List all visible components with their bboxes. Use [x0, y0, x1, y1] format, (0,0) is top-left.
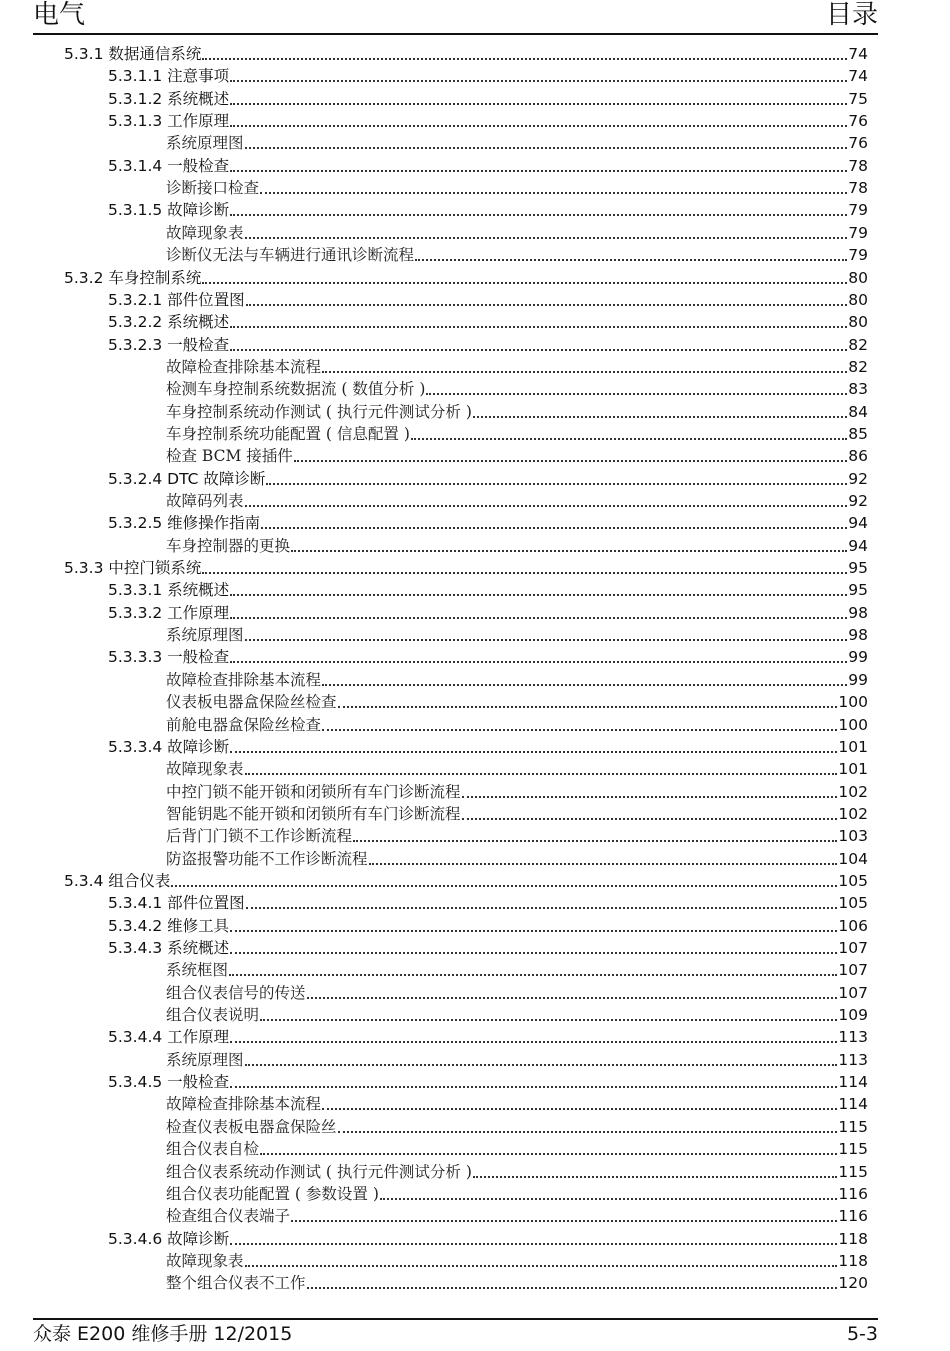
- toc-entry-label: 5.3.2 车身控制系统: [64, 268, 202, 287]
- toc-dot-leader: [322, 726, 837, 731]
- toc-entry-page: 107: [838, 983, 868, 1002]
- toc-dot-leader: [230, 1083, 837, 1088]
- toc-entry-label: 组合仪表功能配置 ( 参数设置 ): [166, 1184, 379, 1203]
- toc-entry-label: 故障现象表: [166, 760, 244, 779]
- toc-entry-label: 故障检查排除基本流程: [166, 1095, 322, 1114]
- toc-dot-leader: [266, 480, 847, 485]
- page-header: [33, 0, 878, 34]
- toc-dot-leader: [245, 770, 838, 775]
- toc-entry[interactable]: [108, 288, 868, 310]
- toc-dot-leader: [415, 256, 847, 261]
- toc-entry[interactable]: [166, 377, 868, 399]
- toc-entry-page: 101: [838, 737, 868, 756]
- toc-dot-leader: [307, 1284, 838, 1289]
- toc-dot-leader: [369, 860, 838, 865]
- toc-dot-leader: [294, 457, 848, 462]
- toc-entry[interactable]: [166, 534, 868, 556]
- toc-dot-leader: [230, 77, 847, 82]
- toc-dot-leader: [260, 1016, 837, 1021]
- toc-entry-page: 114: [838, 1095, 868, 1114]
- toc-entry-page: 80: [848, 268, 868, 287]
- toc-entry-page: 94: [848, 514, 868, 533]
- toc-dot-leader: [261, 524, 847, 529]
- toc-dot-leader: [246, 904, 838, 909]
- toc-dot-leader: [291, 1217, 837, 1222]
- toc-entry-label: 5.3.2.5 维修操作指南: [108, 514, 261, 533]
- toc-entry-label: 组合仪表信号的传送: [166, 983, 306, 1002]
- toc-dot-leader: [462, 815, 838, 820]
- toc-entry-label: 故障检查排除基本流程: [166, 670, 322, 689]
- toc-entry-page: 98: [848, 626, 868, 645]
- toc-dot-leader: [229, 971, 837, 976]
- toc-entry-label: 故障检查排除基本流程: [166, 357, 322, 376]
- toc-entry-label: 故障码列表: [166, 492, 244, 510]
- toc-dot-leader: [246, 301, 848, 306]
- toc-entry-label: 组合仪表系统动作测试 ( 执行元件测试分析 ): [166, 1162, 472, 1181]
- toc-entry-page: 79: [848, 246, 868, 265]
- toc-dot-leader: [230, 1240, 837, 1245]
- toc-entry-label: 5.3.4.3 系统概述: [108, 939, 230, 957]
- toc-dot-leader: [230, 346, 847, 351]
- toc-entry[interactable]: [166, 1271, 868, 1293]
- toc-dot-leader: [230, 591, 847, 596]
- toc-dot-leader: [230, 100, 847, 105]
- toc-entry-label: 检查 BCM 接插件: [166, 447, 293, 466]
- toc-entry[interactable]: [166, 1137, 868, 1159]
- footer-manual-title: 众泰 E200 维修手册 12/2015: [33, 1323, 293, 1345]
- toc-entry-label: 5.3.3 中控门锁系统: [64, 559, 202, 578]
- toc-entry-page: 80: [848, 313, 868, 332]
- toc-entry[interactable]: [166, 422, 868, 444]
- toc-entry[interactable]: [166, 1048, 868, 1070]
- toc-entry[interactable]: [166, 221, 868, 243]
- toc-entry-label: 系统原理图: [166, 1050, 244, 1069]
- toc-entry-label: 5.3.4.4 工作原理: [108, 1028, 230, 1047]
- toc-entry-page: 82: [848, 357, 868, 376]
- toc-dot-leader: [473, 1173, 838, 1178]
- toc-entry-page: 114: [838, 1073, 868, 1092]
- toc-entry[interactable]: [108, 511, 868, 533]
- toc-entry[interactable]: [108, 198, 868, 220]
- toc-dot-leader: [202, 279, 847, 284]
- toc-entry-page: 82: [848, 335, 868, 354]
- toc-entry[interactable]: [166, 444, 868, 466]
- toc-dot-leader: [353, 837, 837, 842]
- toc-dot-leader: [230, 1038, 837, 1043]
- toc-entry-label: 组合仪表自检: [166, 1140, 260, 1159]
- toc-entry-page: 85: [848, 424, 868, 443]
- toc-entry-page: 106: [838, 916, 868, 935]
- toc-dot-leader: [171, 882, 837, 887]
- toc-dot-leader: [260, 1150, 837, 1155]
- header-toc-title: 目录: [825, 0, 878, 30]
- toc-dot-leader: [260, 189, 847, 194]
- toc-dot-leader: [230, 658, 847, 663]
- toc-entry-page: 113: [838, 1028, 868, 1047]
- toc-entry-page: 107: [838, 961, 868, 980]
- toc-dot-leader: [230, 927, 837, 932]
- toc-entry[interactable]: [166, 1092, 868, 1114]
- toc-dot-leader: [307, 994, 838, 999]
- toc-entry-label: 5.3.1.3 工作原理: [108, 112, 230, 131]
- toc-entry-label: 智能钥匙不能开锁和闭锁所有车门诊断流程: [166, 804, 461, 823]
- footer-rule: [33, 1318, 878, 1320]
- toc-dot-leader: [322, 1105, 837, 1110]
- toc-entry-label: 车身控制器的更换: [166, 536, 291, 555]
- toc-entry-page: 115: [838, 1162, 868, 1181]
- toc-dot-leader: [462, 793, 838, 798]
- toc-entry-page: 107: [838, 939, 868, 957]
- toc-entry-label: 检查组合仪表端子: [166, 1207, 291, 1226]
- toc-entry[interactable]: [108, 1070, 868, 1092]
- footer-page-number: 5-3: [846, 1323, 878, 1345]
- toc-entry[interactable]: [108, 87, 868, 109]
- toc-entry-label: 整个组合仪表不工作: [166, 1274, 306, 1293]
- toc-entry-page: 102: [838, 804, 868, 823]
- toc-entry[interactable]: [166, 1003, 868, 1025]
- toc-entry-label: 系统框图: [166, 961, 229, 980]
- toc-entry[interactable]: [166, 958, 868, 980]
- toc-dot-leader: [338, 703, 838, 708]
- header-section-title: 电气: [33, 0, 86, 30]
- toc-dot-leader: [230, 167, 847, 172]
- toc-entry-label: 防盗报警功能不工作诊断流程: [166, 849, 368, 868]
- toc-dot-leader: [411, 435, 847, 440]
- toc-entry-page: 102: [838, 782, 868, 801]
- toc-entry[interactable]: [108, 310, 868, 332]
- toc-dot-leader: [230, 211, 847, 216]
- toc-entry-label: 仪表板电器盒保险丝检查: [166, 693, 337, 712]
- toc-entry-label: 故障现象表: [166, 223, 244, 242]
- toc-entry[interactable]: [166, 780, 868, 802]
- toc-entry-page: 105: [838, 871, 868, 890]
- toc-entry-page: 92: [848, 492, 868, 510]
- toc-entry-page: 76: [848, 112, 868, 131]
- toc-dot-leader: [245, 234, 848, 239]
- toc-entry-page: 95: [848, 559, 868, 578]
- toc-entry[interactable]: [166, 713, 868, 735]
- toc-dot-leader: [245, 1061, 838, 1066]
- toc-dot-leader: [230, 748, 837, 753]
- toc-dot-leader: [322, 681, 847, 686]
- toc-entry-label: 车身控制系统动作测试 ( 执行元件测试分析 ): [166, 402, 472, 421]
- toc-dot-leader: [473, 413, 847, 418]
- toc-entry-page: 98: [848, 603, 868, 622]
- toc-dot-leader: [426, 390, 847, 395]
- toc-entry-page: 115: [838, 1117, 868, 1136]
- toc-entry[interactable]: [166, 489, 868, 511]
- toc-entry[interactable]: [166, 131, 868, 153]
- toc-entry-label: 5.3.3.2 工作原理: [108, 603, 230, 622]
- toc-entry-page: 80: [848, 290, 868, 309]
- toc-dot-leader: [245, 144, 848, 149]
- toc-entry-page: 74: [848, 67, 868, 86]
- toc-entry-label: 5.3.3.1 系统概述: [108, 581, 230, 600]
- toc-entry[interactable]: [64, 556, 868, 578]
- toc-entry[interactable]: [166, 400, 868, 422]
- toc-entry[interactable]: [166, 1115, 868, 1137]
- toc-entry-page: 99: [848, 670, 868, 689]
- toc-entry-page: 86: [848, 447, 868, 466]
- toc-entry[interactable]: [166, 981, 868, 1003]
- toc-entry-label: 后背门门锁不工作诊断流程: [166, 827, 353, 846]
- toc-entry[interactable]: [166, 802, 868, 824]
- toc-entry-page: 100: [838, 715, 868, 734]
- toc-entry[interactable]: [166, 355, 868, 377]
- toc-entry-page: 113: [838, 1050, 868, 1069]
- toc-entry[interactable]: [108, 64, 868, 86]
- toc-entry-label: 5.3.3.3 一般检查: [108, 648, 230, 667]
- toc-entry-page: 103: [838, 827, 868, 846]
- toc-entry-label: 诊断接口检查: [166, 179, 260, 198]
- toc-entry-label: 系统原理图: [166, 134, 244, 153]
- toc-entry-label: 5.3.1 数据通信系统: [64, 45, 202, 63]
- toc-dot-leader: [230, 323, 847, 328]
- toc-entry[interactable]: [108, 645, 868, 667]
- toc-dot-leader: [245, 1262, 838, 1267]
- toc-entry[interactable]: [166, 668, 868, 690]
- toc-entry[interactable]: [108, 936, 868, 958]
- toc-dot-leader: [322, 368, 847, 373]
- toc-entry[interactable]: [166, 1182, 868, 1204]
- toc-entry-label: 5.3.4.2 维修工具: [108, 916, 230, 935]
- toc-entry[interactable]: [108, 601, 868, 623]
- toc-entry-label: 5.3.4.1 部件位置图: [108, 894, 245, 913]
- toc-dot-leader: [245, 502, 848, 507]
- toc-entry-page: 84: [848, 402, 868, 421]
- toc-entry-label: 5.3.3.4 故障诊断: [108, 737, 230, 756]
- toc-entry[interactable]: [166, 243, 868, 265]
- toc-entry-page: 104: [838, 849, 868, 868]
- toc-entry[interactable]: [108, 1227, 868, 1249]
- toc-entry-page: 83: [848, 380, 868, 399]
- toc-entry[interactable]: [166, 1249, 868, 1271]
- toc-entry-page: 75: [848, 89, 868, 108]
- toc-entry-label: 5.3.2.2 系统概述: [108, 313, 230, 332]
- toc-entry[interactable]: [166, 623, 868, 645]
- toc-entry-label: 中控门锁不能开锁和闭锁所有车门诊断流程: [166, 782, 461, 801]
- toc-dot-leader: [291, 547, 847, 552]
- toc-dot-leader: [202, 55, 847, 60]
- toc-entry-label: 诊断仪无法与车辆进行通讯诊断流程: [166, 246, 415, 265]
- toc-entry[interactable]: [108, 154, 868, 176]
- toc-entry-page: 99: [848, 648, 868, 667]
- toc-entry[interactable]: [108, 333, 868, 355]
- toc-entry[interactable]: [166, 176, 868, 198]
- toc-entry[interactable]: [64, 869, 868, 891]
- toc-entry-label: 检查仪表板电器盒保险丝: [166, 1117, 337, 1136]
- toc-entry-label: 检测车身控制系统数据流 ( 数值分析 ): [166, 380, 426, 399]
- toc-entry-label: 5.3.2.1 部件位置图: [108, 290, 245, 309]
- toc-dot-leader: [245, 636, 848, 641]
- toc-entry-label: 5.3.4.6 故障诊断: [108, 1229, 230, 1248]
- toc-entry[interactable]: [64, 266, 868, 288]
- toc-entry-page: 76: [848, 134, 868, 153]
- toc-entry-label: 5.3.1.4 一般检查: [108, 156, 230, 175]
- toc-entry-page: 118: [838, 1251, 868, 1270]
- toc-entry-label: 5.3.1.1 注意事项: [108, 67, 230, 86]
- toc-entry-page: 116: [838, 1184, 868, 1203]
- toc-entry-page: 105: [838, 894, 868, 913]
- toc-entry[interactable]: [166, 690, 868, 712]
- toc-entry[interactable]: [166, 847, 868, 869]
- toc-entry-label: 5.3.1.2 系统概述: [108, 89, 230, 108]
- toc-entry[interactable]: [108, 1025, 868, 1047]
- toc-dot-leader: [230, 614, 847, 619]
- toc-entry-page: 118: [838, 1229, 868, 1248]
- toc-entry-label: 车身控制系统功能配置 ( 信息配置 ): [166, 424, 410, 443]
- toc-entry-page: 101: [838, 760, 868, 779]
- toc-entry-page: 109: [838, 1006, 868, 1025]
- toc-dot-leader: [202, 569, 847, 574]
- toc-entry-page: 116: [838, 1207, 868, 1226]
- toc-entry-page: 79: [848, 201, 868, 220]
- toc-entry-page: 78: [848, 179, 868, 198]
- toc-entry[interactable]: [166, 824, 868, 846]
- header-rule: [33, 33, 878, 35]
- toc-entry-page: 94: [848, 536, 868, 555]
- toc-entry-label: 组合仪表说明: [166, 1006, 260, 1025]
- toc-dot-leader: [230, 949, 837, 954]
- toc-entry-page: 79: [848, 223, 868, 242]
- toc-entry-page: 100: [838, 693, 868, 712]
- toc-entry-page: 115: [838, 1140, 868, 1159]
- toc-entry-page: 120: [838, 1274, 868, 1293]
- toc-entry-label: 5.3.2.4 DTC 故障诊断: [108, 469, 266, 488]
- toc-entry-page: 95: [848, 581, 868, 600]
- toc-entry-page: 74: [848, 45, 868, 63]
- toc-entry-label: 系统原理图: [166, 626, 244, 645]
- toc-entry[interactable]: [64, 42, 868, 64]
- toc-entry[interactable]: [108, 891, 868, 913]
- toc-entry-label: 故障现象表: [166, 1251, 244, 1270]
- toc-entry-label: 前舱电器盒保险丝检查: [166, 715, 322, 734]
- toc-entry[interactable]: [166, 1160, 868, 1182]
- toc-entry[interactable]: [108, 578, 868, 600]
- toc-entry-page: 78: [848, 156, 868, 175]
- toc-entry-label: 5.3.2.3 一般检查: [108, 335, 230, 354]
- toc-dot-leader: [230, 122, 847, 127]
- toc-entry[interactable]: [108, 467, 868, 489]
- toc-entry[interactable]: [108, 109, 868, 131]
- toc-entry-label: 5.3.1.5 故障诊断: [108, 201, 230, 220]
- toc-entry[interactable]: [166, 1204, 868, 1226]
- toc-entry-label: 5.3.4.5 一般检查: [108, 1073, 230, 1092]
- toc-dot-leader: [338, 1128, 838, 1133]
- toc-entry-label: 5.3.4 组合仪表: [64, 871, 171, 890]
- toc-entry[interactable]: [108, 735, 868, 757]
- toc-entry-page: 92: [848, 469, 868, 488]
- toc-dot-leader: [380, 1195, 838, 1200]
- toc-entry[interactable]: [166, 757, 868, 779]
- toc-entry[interactable]: [108, 914, 868, 936]
